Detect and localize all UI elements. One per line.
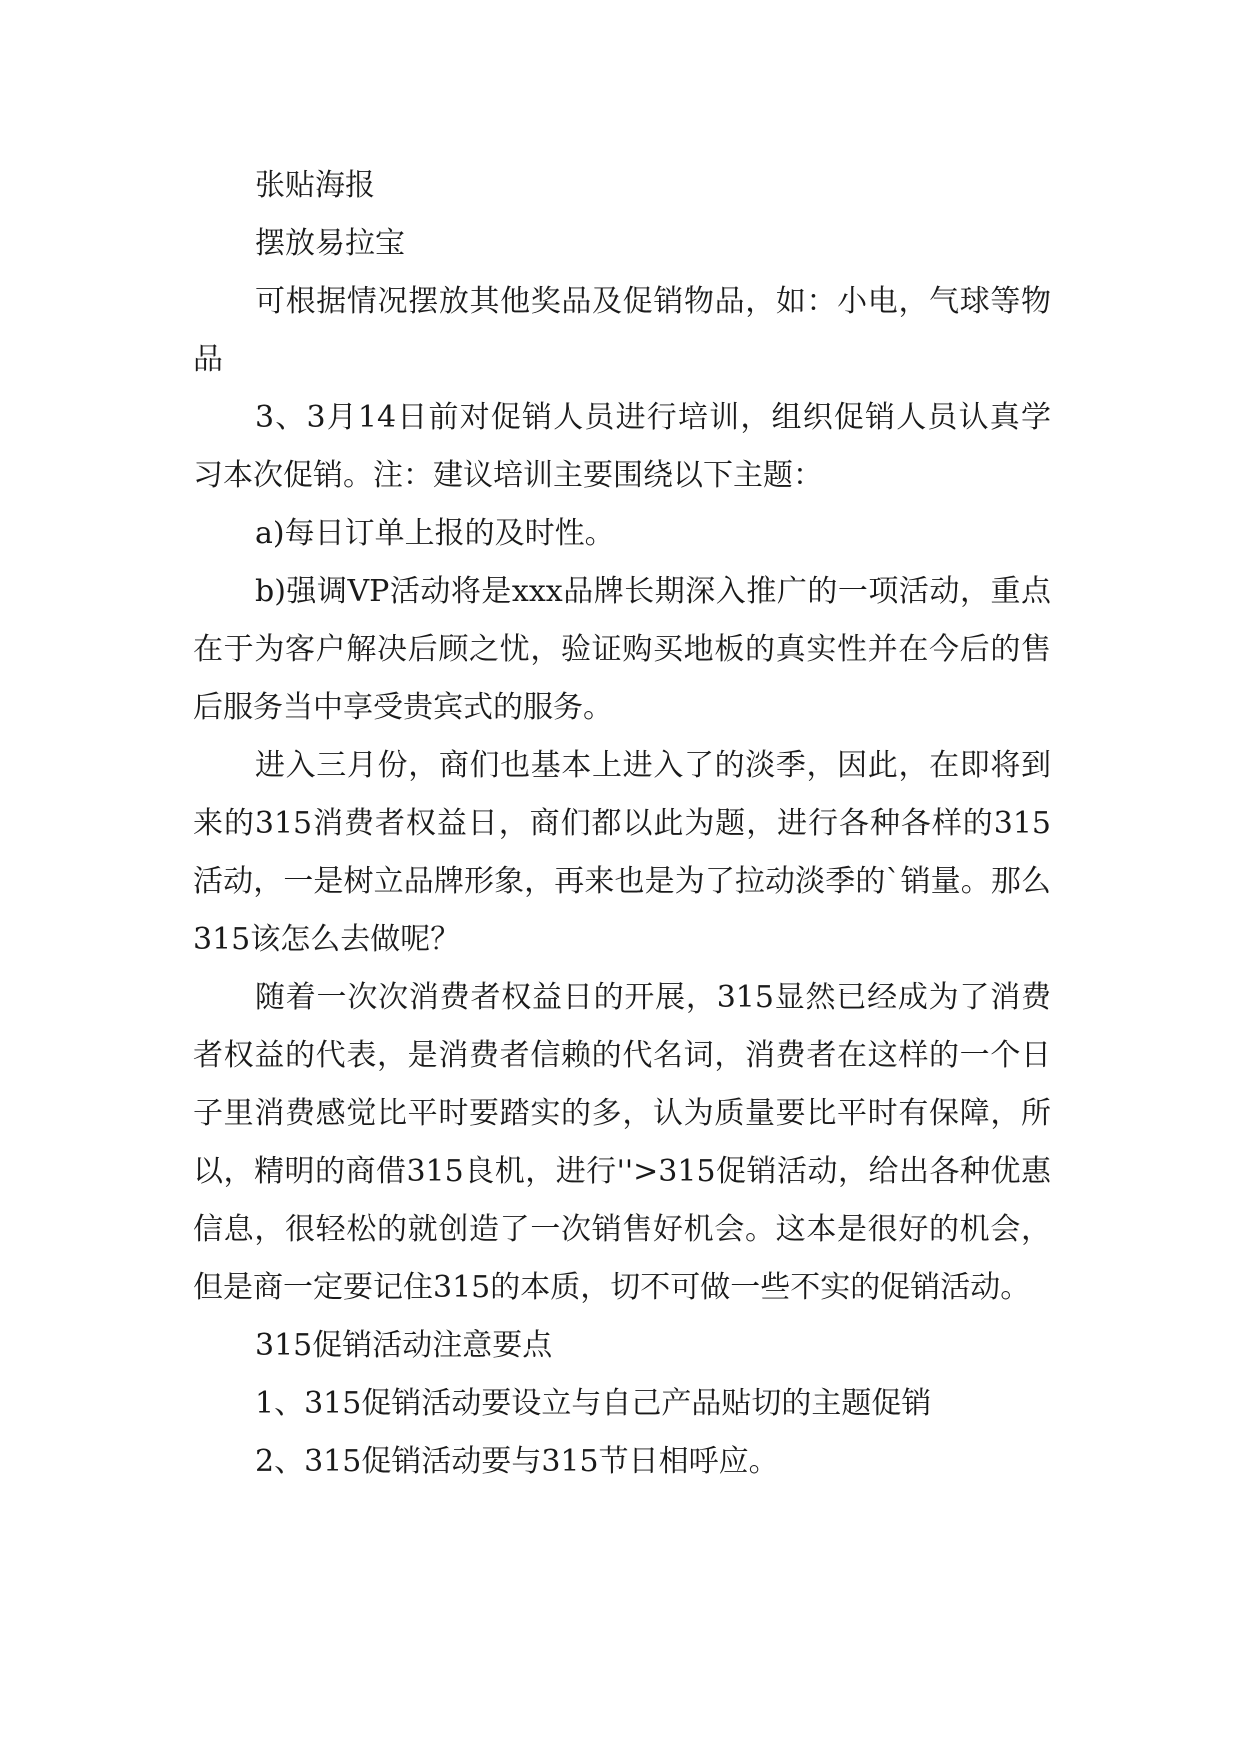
list-item-point-2: 2、315促销活动要与315节日相呼应。: [255, 1444, 779, 1479]
paragraph-consumer-rights: 随着一次次消费者权益日的开展，315显然已经成为了消费者权益的代表，是消费者信赖的代名词，消费者在这样的一个日子里消费感觉比平时要踏实的多，认为质量要比平时有保障，所以，精明的商借315良机，进行''>315促销活动，给出各种优惠信息，很轻松的就创造了一次销售好机会。这本是很好的机会，但是商一定要记住315的本质，切不可做一些不实的促销活动。: [193, 980, 1051, 1305]
paragraph-item-b: b)强调VP活动将是xxx品牌长期深入推广的一项活动，重点在于为客户解决后顾之忧，验证购买地板的真实性并在今后的售后服务当中享受贵宾式的服务。: [193, 574, 1051, 725]
list-item-point-1: 1、315促销活动要设立与自己产品贴切的主题促销: [255, 1386, 932, 1421]
paragraph-poster: 张贴海报: [255, 168, 375, 203]
paragraph-item-a: a)每日订单上报的及时性。: [255, 516, 615, 551]
document-body: [193, 157, 1051, 1491]
paragraph-prizes: 可根据情况摆放其他奖品及促销物品，如：小电，气球等物品: [193, 284, 1051, 377]
section-heading-key-points: 315促销活动注意要点: [255, 1328, 553, 1363]
paragraph-training: 3、3月14日前对促销人员进行培训，组织促销人员认真学习本次促销。注：建议培训主要围绕以下主题：: [193, 400, 1051, 493]
paragraph-march-season: 进入三月份，商们也基本上进入了的淡季，因此，在即将到来的315消费者权益日，商们都以此为题，进行各种各样的315活动，一是树立品牌形象，再来也是为了拉动淡季的`销量。那么315该怎么去做呢？: [193, 748, 1051, 957]
paragraph-rollup-banner: 摆放易拉宝: [255, 226, 405, 261]
